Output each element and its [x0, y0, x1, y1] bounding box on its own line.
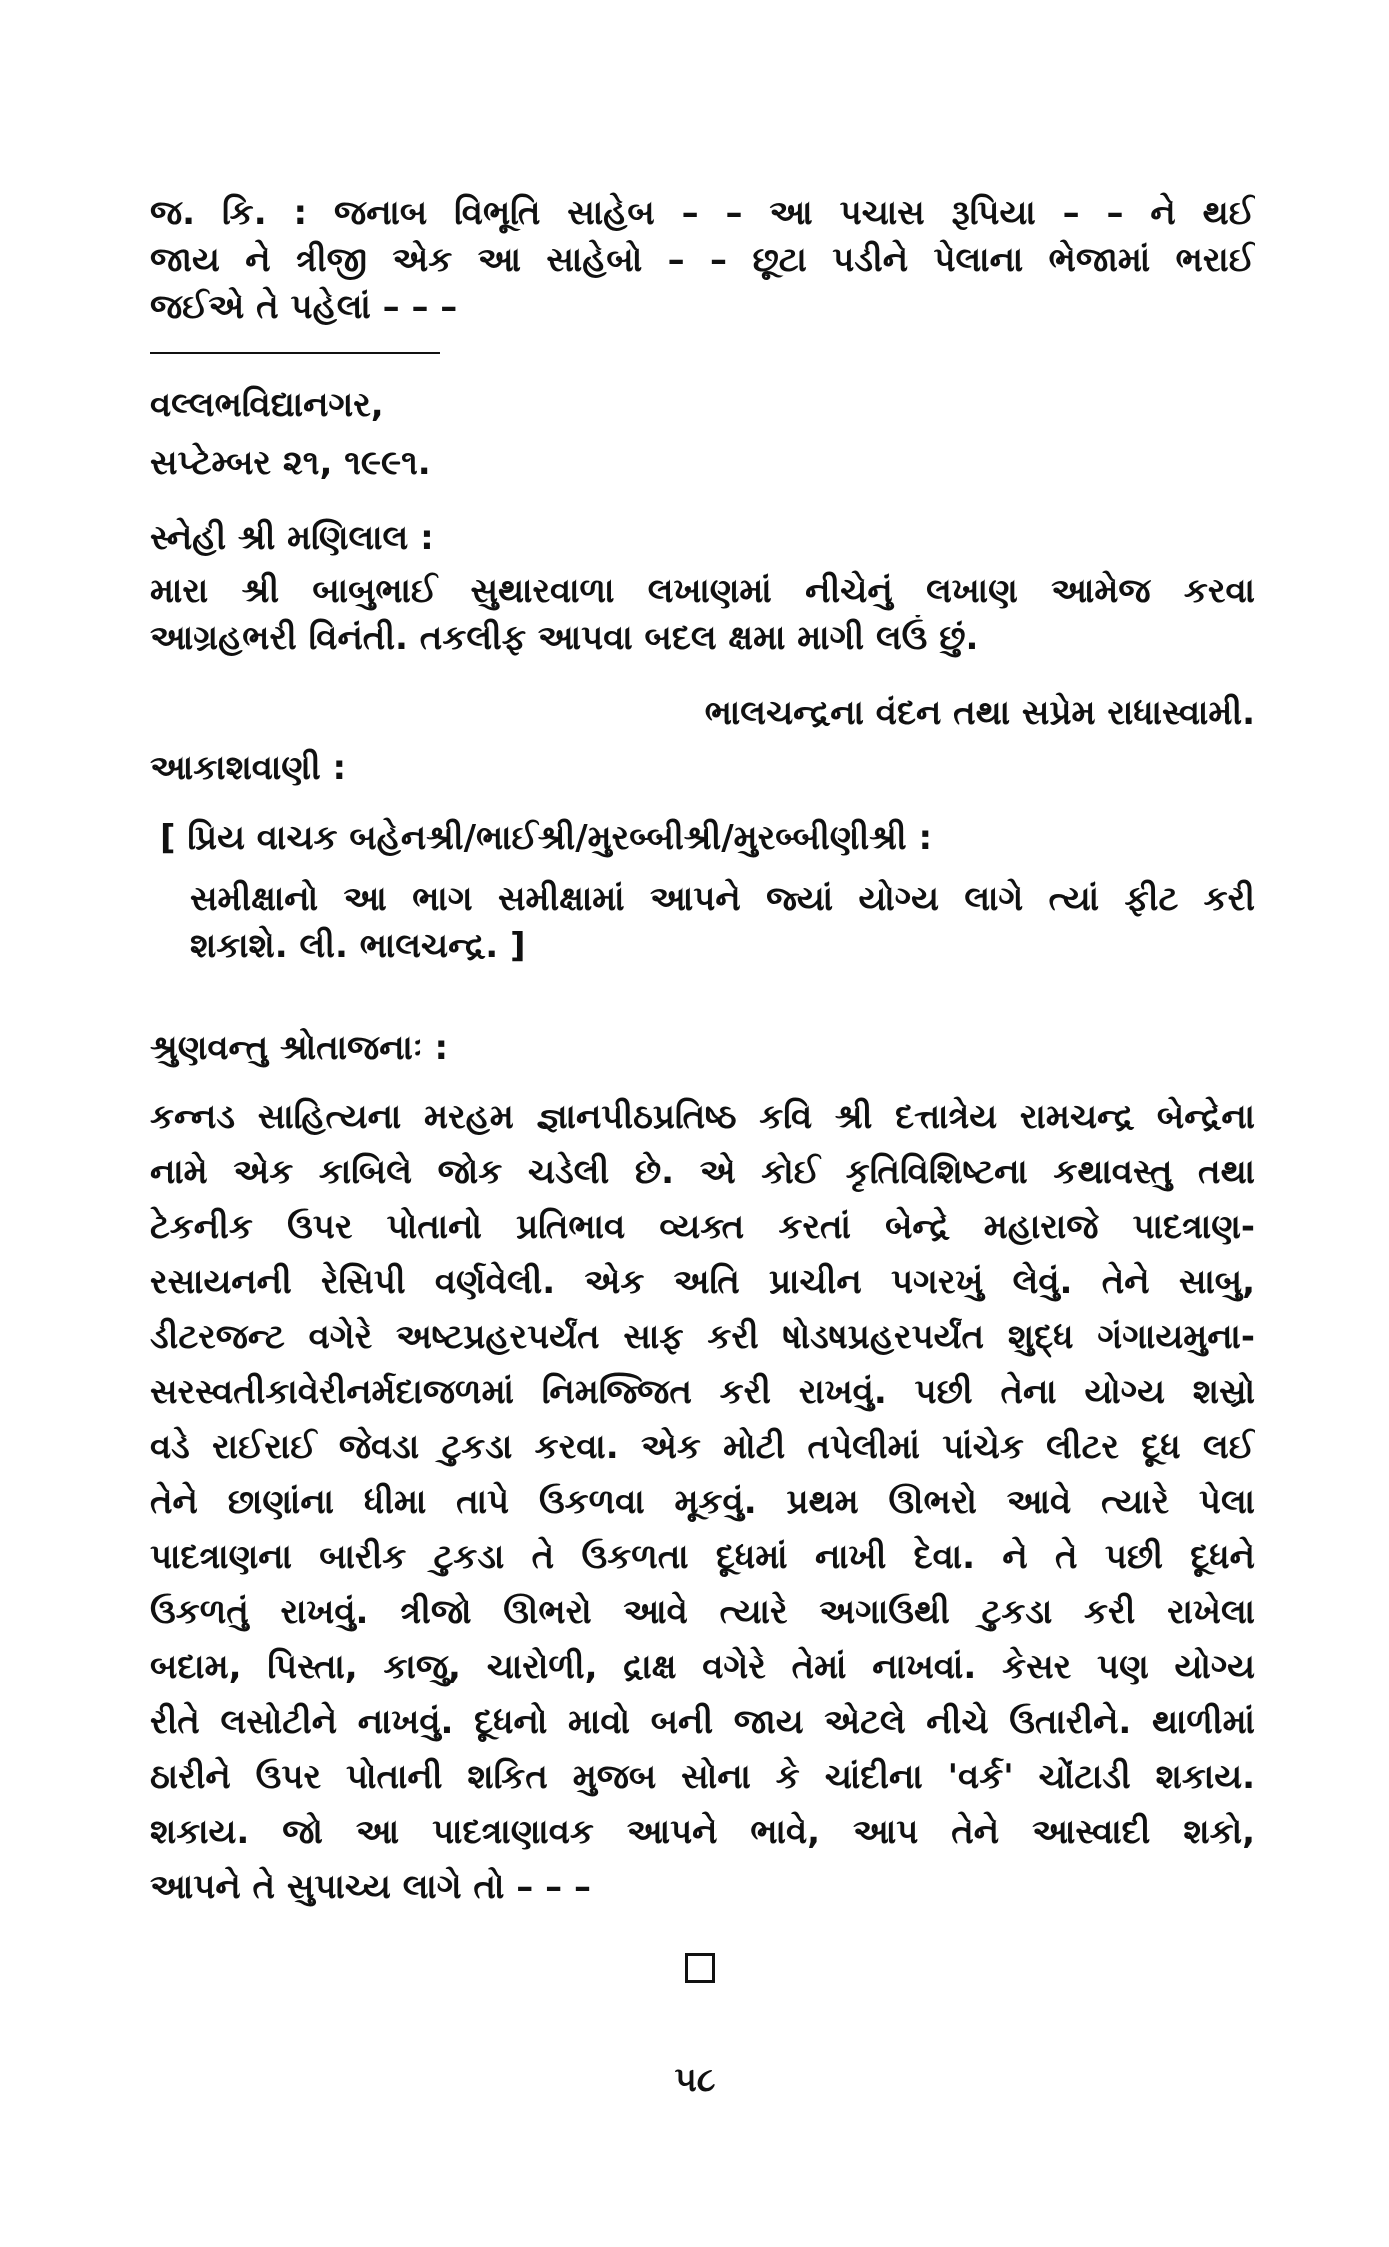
letter-signoff: ભાલચન્દ્રના વંદન તથા સપ્રેમ રાધાસ્વામી.	[704, 693, 1255, 733]
top-passage-line: જઈએ તે પહેલાં – – –	[150, 287, 458, 327]
letter-salutation: સ્નેહી શ્રી મણિલાલ :	[150, 518, 434, 558]
recipe-line: આપને તે સુપાચ્ય લાગે તો – – –	[150, 1867, 591, 1907]
divider-rule	[150, 352, 440, 354]
page-number: ૫૮	[674, 2060, 716, 2100]
shrunvantu-heading: શ્રુણવન્તુ શ્રોતાજનાઃ :	[150, 1028, 449, 1068]
letter-place: વલ્લભવિદ્યાનગર,	[150, 385, 384, 425]
recipe-line: ડીટરજન્ટ વગેરે અષ્ટપ્રહરપર્યંત સાફ કરી ષોડષપ્રહરપર્યંત શુદ્ધ ગંગાયમુના-	[150, 1317, 1255, 1357]
letter	[150, 382, 1255, 429]
top-passage-line: જ. કિ. : જનાબ વિભૂતિ સાહેબ – – આ પચાસ રૂપિયા – – ને થઈ	[150, 193, 1255, 233]
recipe-line: ઉકળતું રાખવું. ત્રીજો ઊભરો આવે ત્યારે અગાઉથી ટુકડા કરી રાખેલા	[150, 1592, 1255, 1632]
akashvani-heading-block	[150, 745, 1255, 792]
recipe-line: પાદત્રાણના બારીક ટુકડા તે ઉકળતા દૂધમાં નાખી દેવા. ને તે પછી દૂધને	[150, 1537, 1255, 1577]
recipe-line: નામે એક કાબિલે જોક ચડેલી છે. એ કોઈ કૃતિવિશિષ્ટના કથાવસ્તુ તથા	[150, 1152, 1255, 1192]
top-passage	[150, 190, 1255, 331]
recipe-line: રસાયનની રેસિપી વર્ણવેલી. એક અતિ પ્રાચીન પગરખું લેવું. તેને સાબુ,	[150, 1262, 1255, 1302]
letter-body	[150, 568, 1255, 662]
bracket-note-line: સમીક્ષાનો આ ભાગ સમીક્ષામાં આપને જ્યાં યોગ્ય લાગે ત્યાં ફીટ કરી	[190, 879, 1255, 919]
akashvani-heading: આકાશવાણી :	[150, 748, 347, 788]
letter-body-line: મારા શ્રી બાબુભાઈ સુથારવાળા લખાણમાં નીચેનું લખાણ આમેજ કરવા	[150, 571, 1255, 611]
shrunvantu-heading-block	[150, 1025, 1255, 1072]
recipe-line: કન્નડ સાહિત્યના મરહમ જ્ઞાનપીઠપ્રતિષ્ઠ કવિ શ્રી દત્તાત્રેય રામચન્દ્ર બેન્દ્રેના	[150, 1097, 1255, 1137]
box-symbol-icon	[685, 1953, 715, 1983]
recipe-line: શકાય. જો આ પાદત્રાણાવક આપને ભાવે, આપ તેને આસ્વાદી શકો,	[150, 1812, 1255, 1852]
end-mark	[670, 1948, 730, 1988]
bracket-note	[160, 815, 1255, 970]
top-passage-line: જાય ને ત્રીજી એક આ સાહેબો – – છૂટા પડીને પેલાના ભેજામાં ભરાઈ	[150, 240, 1255, 280]
letter-date: સપ્ટેમ્બર ૨૧, ૧૯૯૧.	[150, 443, 431, 483]
recipe-paragraph	[150, 1090, 1255, 1915]
bracket-note-line: શકાશે. લી. ભાલચન્દ્ર. ]	[190, 926, 526, 966]
recipe-line: ટેકનીક ઉપર પોતાનો પ્રતિભાવ વ્યક્ત કરતાં બેન્દ્રે મહારાજે પાદત્રાણ-	[150, 1207, 1255, 1247]
bracket-note-line: [ પ્રિય વાચક બહેનશ્રી/ભાઈશ્રી/મુરબ્બીશ્રી/મુરબ્બીણીશ્રી :	[160, 818, 933, 858]
recipe-line: રીતે લસોટીને નાખવું. દૂધનો માવો બની જાય એટલે નીચે ઉતારીને. થાળીમાં	[150, 1702, 1255, 1742]
recipe-line: ઠારીને ઉપર પોતાની શકિત મુજબ સોના કે ચાંદીના 'વર્ક' ચોંટાડી શકાય.	[150, 1757, 1255, 1797]
letter-date-block	[150, 440, 1255, 487]
recipe-line: સરસ્વતીકાવેરીનર્મદાજળમાં નિમજ્જિત કરી રાખવું. પછી તેના યોગ્ય શસ્રો	[150, 1372, 1255, 1412]
recipe-line: વડે રાઈરાઈ જેવડા ટુકડા કરવા. એક મોટી તપેલીમાં પાંચેક લીટર દૂધ લઈ	[150, 1427, 1255, 1467]
letter-body-line: આગ્રહભરી વિનંતી. તકલીફ આપવા બદલ ક્ષમા માગી લઉં છું.	[150, 618, 979, 658]
recipe-line: બદામ, પિસ્તા, કાજુ, ચારોળી, દ્રાક્ષ વગેરે તેમાં નાખવાં. કેસર પણ યોગ્ય	[150, 1647, 1255, 1687]
letter-signoff-block	[150, 690, 1255, 737]
letter-salutation-block	[150, 515, 1255, 562]
recipe-line: તેને છાણાંના ધીમા તાપે ઉકળવા મૂકવું. પ્રથમ ઊભરો આવે ત્યારે પેલા	[150, 1482, 1255, 1522]
